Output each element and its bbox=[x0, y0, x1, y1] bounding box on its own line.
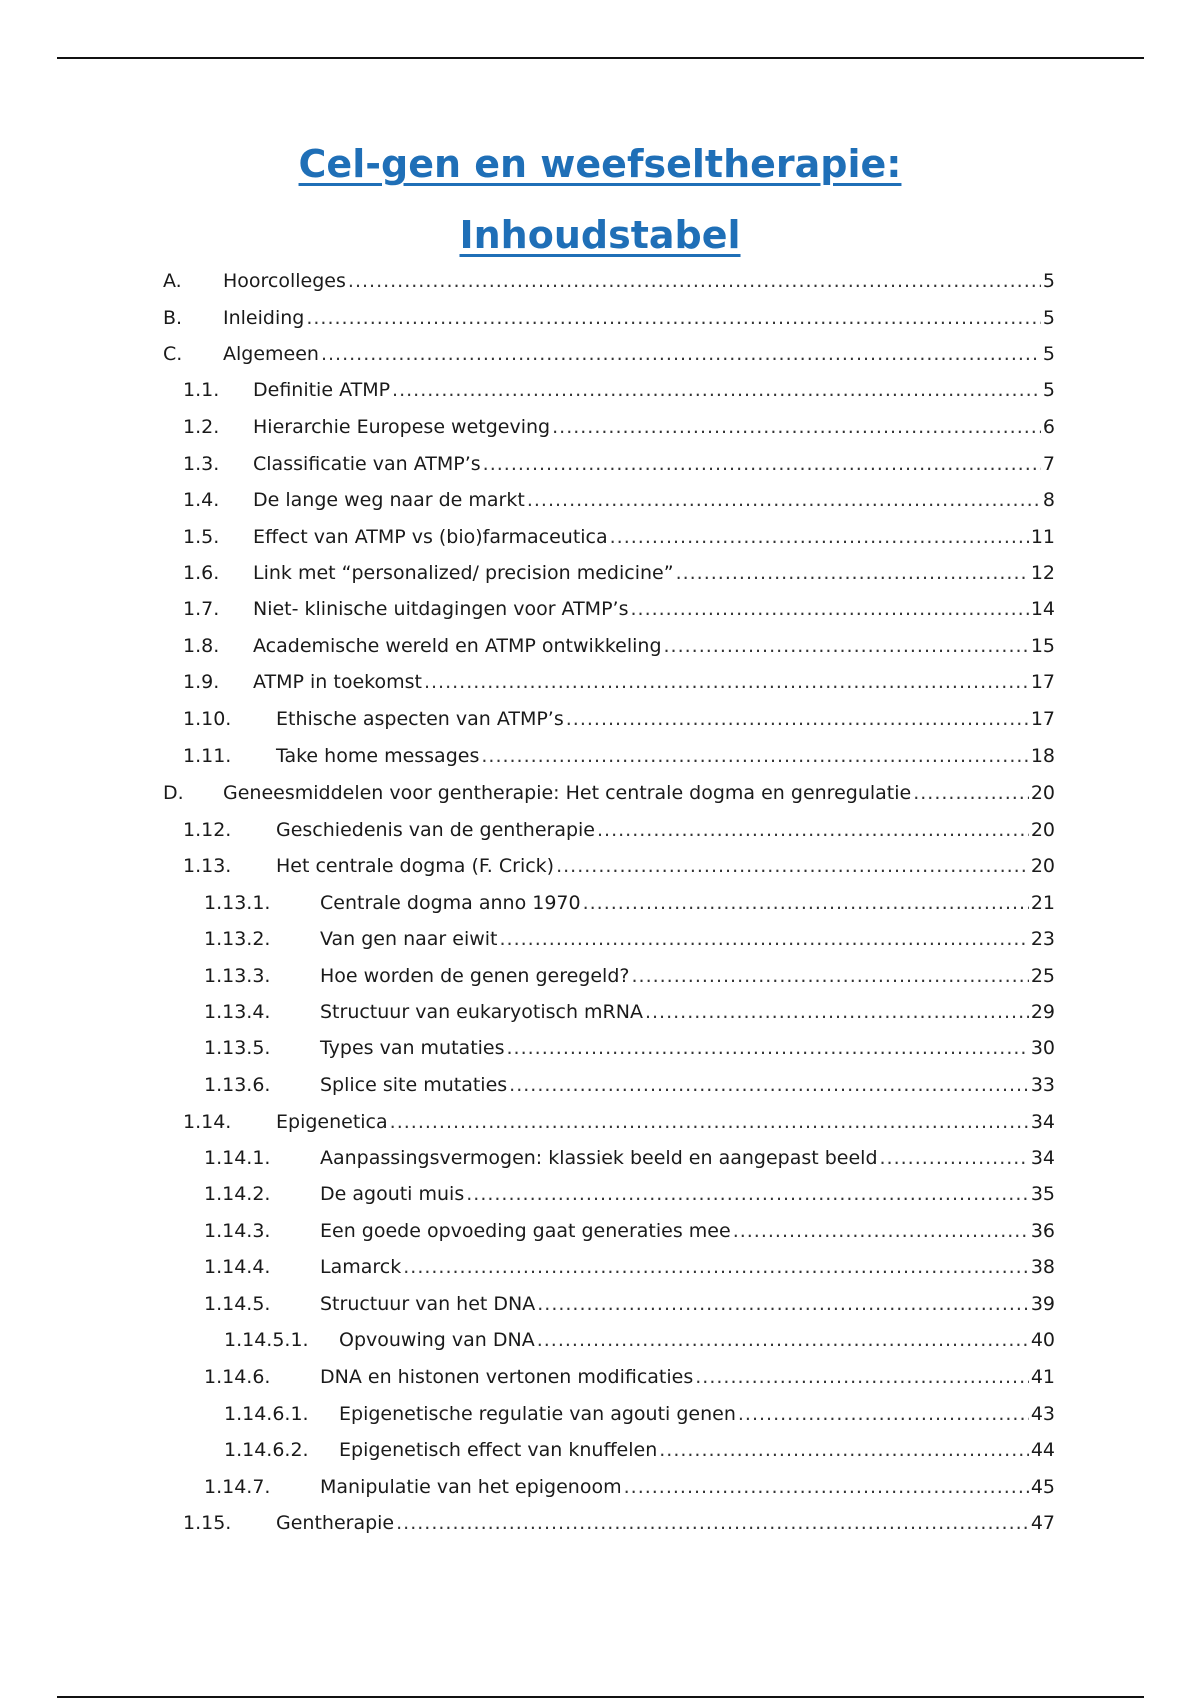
toc-entry-number: 1.8. bbox=[183, 635, 220, 657]
document-subtitle: Inhoudstabel bbox=[459, 213, 741, 257]
toc-leader-dots bbox=[610, 524, 1029, 550]
toc-entry[interactable] bbox=[163, 305, 1055, 331]
toc-entry[interactable] bbox=[183, 487, 1055, 513]
toc-leader-dots bbox=[631, 963, 1028, 989]
toc-entry[interactable] bbox=[183, 451, 1055, 477]
toc-entry-label: Een goede opvoeding gaat generaties mee bbox=[320, 1220, 731, 1242]
toc-leader-dots bbox=[537, 1327, 1029, 1353]
toc-entry-number: 1.14.6. bbox=[204, 1366, 271, 1388]
toc-entry-page: 29 bbox=[1030, 1001, 1055, 1023]
toc-leader-dots bbox=[500, 926, 1029, 952]
toc-entry-page: 8 bbox=[1042, 489, 1055, 511]
toc-entry[interactable] bbox=[224, 1327, 1055, 1353]
toc-entry[interactable] bbox=[183, 596, 1055, 622]
toc-entry-page: 6 bbox=[1042, 416, 1055, 438]
toc-entry-label: Academische wereld en ATMP ontwikkeling bbox=[253, 635, 662, 657]
toc-entry-number: 1.13.2. bbox=[204, 928, 271, 950]
toc-entry-label: Gentherapie bbox=[276, 1512, 395, 1534]
toc-entry-label: Hoe worden de genen geregeld? bbox=[320, 965, 630, 987]
toc-entry-number: B. bbox=[163, 307, 183, 329]
toc-leader-dots bbox=[396, 1510, 1029, 1536]
toc-entry[interactable] bbox=[163, 341, 1055, 367]
toc-entry-number: 1.2. bbox=[183, 416, 220, 438]
toc-entry-page: 11 bbox=[1030, 526, 1055, 548]
toc-leader-dots bbox=[481, 743, 1028, 769]
toc-entry-number: 1.12. bbox=[183, 819, 232, 841]
toc-entry-label: Structuur van eukaryotisch mRNA bbox=[320, 1001, 643, 1023]
toc-entry-page: 35 bbox=[1030, 1183, 1055, 1205]
toc-entry-number: 1.10. bbox=[183, 708, 232, 730]
toc-entry-label: Take home messages bbox=[276, 745, 480, 767]
toc-leader-dots bbox=[537, 1291, 1029, 1317]
toc-entry-label: De lange weg naar de markt bbox=[253, 489, 525, 511]
toc-entry[interactable] bbox=[204, 999, 1055, 1025]
toc-entry-label: Ethische aspecten van ATMP’s bbox=[276, 708, 564, 730]
toc-leader-dots bbox=[392, 377, 1041, 403]
toc-entry-label: DNA en histonen vertonen modificaties bbox=[320, 1366, 694, 1388]
toc-entry[interactable] bbox=[204, 1072, 1055, 1098]
toc-leader-dots bbox=[880, 1145, 1029, 1171]
toc-entry-number: C. bbox=[163, 343, 183, 365]
toc-entry-label: Effect van ATMP vs (bio)farmaceutica bbox=[253, 526, 608, 548]
toc-entry[interactable] bbox=[183, 817, 1055, 843]
toc-entry-page: 20 bbox=[1030, 819, 1055, 841]
toc-entry-page: 43 bbox=[1030, 1403, 1055, 1425]
toc-entry-number: 1.6. bbox=[183, 562, 220, 584]
toc-entry-label: Opvouwing van DNA bbox=[339, 1329, 535, 1351]
toc-entry[interactable] bbox=[183, 414, 1055, 440]
toc-entry-label: Aanpassingsvermogen: klassiek beeld en aangepast beeld bbox=[320, 1147, 878, 1169]
toc-entry-page: 7 bbox=[1042, 453, 1055, 475]
toc-leader-dots bbox=[556, 853, 1029, 879]
toc-entry-label: Lamarck bbox=[320, 1256, 402, 1278]
toc-entry-page: 5 bbox=[1042, 343, 1055, 365]
toc-entry-number: 1.13.1. bbox=[204, 892, 271, 914]
toc-entry[interactable] bbox=[204, 1218, 1055, 1244]
toc-entry-page: 40 bbox=[1030, 1329, 1055, 1351]
toc-entry-label: Types van mutaties bbox=[320, 1037, 505, 1059]
toc-entry[interactable] bbox=[183, 560, 1055, 586]
toc-entry-number: A. bbox=[163, 270, 182, 292]
toc-entry-number: 1.14.6.2. bbox=[224, 1439, 309, 1461]
toc-leader-dots bbox=[321, 341, 1041, 367]
toc-entry-number: 1.15. bbox=[183, 1512, 232, 1534]
toc-entry-number: D. bbox=[163, 782, 184, 804]
toc-entry[interactable] bbox=[183, 1109, 1055, 1135]
toc-leader-dots bbox=[659, 1437, 1029, 1463]
toc-entry-page: 14 bbox=[1030, 598, 1055, 620]
toc-entry-label: Definitie ATMP bbox=[253, 379, 391, 401]
toc-entry-number: 1.13.4. bbox=[204, 1001, 271, 1023]
toc-entry-number: 1.5. bbox=[183, 526, 220, 548]
toc-entry-label: Hierarchie Europese wetgeving bbox=[253, 416, 551, 438]
toc-entry-label: Het centrale dogma (F. Crick) bbox=[276, 855, 555, 877]
toc-entry-number: 1.1. bbox=[183, 379, 220, 401]
toc-entry[interactable] bbox=[204, 890, 1055, 916]
toc-entry-page: 39 bbox=[1030, 1293, 1055, 1315]
toc-entry-label: Manipulatie van het epigenoom bbox=[320, 1476, 622, 1498]
toc-entry-page: 18 bbox=[1030, 745, 1055, 767]
toc-entry[interactable] bbox=[204, 1035, 1055, 1061]
toc-entry[interactable] bbox=[183, 524, 1055, 550]
toc-leader-dots bbox=[676, 560, 1029, 586]
toc-entry-page: 23 bbox=[1030, 928, 1055, 950]
toc-leader-dots bbox=[645, 999, 1029, 1025]
toc-entry-page: 17 bbox=[1030, 671, 1055, 693]
toc-entry-page: 17 bbox=[1030, 708, 1055, 730]
toc-entry[interactable] bbox=[163, 268, 1055, 294]
toc-entry-page: 41 bbox=[1030, 1366, 1055, 1388]
toc-entry-label: Niet- klinische uitdagingen voor ATMP’s bbox=[253, 598, 629, 620]
toc-leader-dots bbox=[483, 451, 1041, 477]
toc-entry-page: 34 bbox=[1030, 1147, 1055, 1169]
toc-entry[interactable] bbox=[224, 1437, 1055, 1463]
toc-leader-dots bbox=[507, 1035, 1029, 1061]
toc-entry[interactable] bbox=[204, 1291, 1055, 1317]
toc-entry-number: 1.13.6. bbox=[204, 1074, 271, 1096]
toc-entry-number: 1.14.5.1. bbox=[224, 1329, 309, 1351]
toc-entry-page: 30 bbox=[1030, 1037, 1055, 1059]
toc-entry[interactable] bbox=[204, 926, 1055, 952]
toc-entry[interactable] bbox=[204, 1474, 1055, 1500]
toc-entry-label: De agouti muis bbox=[320, 1183, 465, 1205]
toc-entry-label: Epigenetisch effect van knuffelen bbox=[339, 1439, 658, 1461]
toc-entry-page: 25 bbox=[1030, 965, 1055, 987]
toc-leader-dots bbox=[624, 1474, 1029, 1500]
toc-entry-page: 45 bbox=[1030, 1476, 1055, 1498]
toc-leader-dots bbox=[466, 1181, 1029, 1207]
toc-entry-number: 1.14.4. bbox=[204, 1256, 271, 1278]
toc-entry[interactable] bbox=[183, 669, 1055, 695]
toc-entry[interactable] bbox=[183, 743, 1055, 769]
toc-entry-number: 1.13.5. bbox=[204, 1037, 271, 1059]
toc-entry-label: Van gen naar eiwit bbox=[320, 928, 498, 950]
toc-entry-page: 36 bbox=[1030, 1220, 1055, 1242]
toc-entry-page: 44 bbox=[1030, 1439, 1055, 1461]
toc-entry-page: 47 bbox=[1030, 1512, 1055, 1534]
toc-entry[interactable] bbox=[204, 1181, 1055, 1207]
toc-entry-number: 1.14.1. bbox=[204, 1147, 271, 1169]
toc-leader-dots bbox=[597, 817, 1029, 843]
toc-entry-page: 5 bbox=[1042, 307, 1055, 329]
toc-entry-label: Geneesmiddelen voor gentherapie: Het centrale dogma en genregulatie bbox=[223, 782, 912, 804]
toc-leader-dots bbox=[424, 669, 1029, 695]
toc-entry-number: 1.13. bbox=[183, 855, 232, 877]
document-title: Cel-gen en weefseltherapie: bbox=[298, 142, 902, 186]
toc-leader-dots bbox=[738, 1401, 1029, 1427]
toc-entry-page: 5 bbox=[1042, 379, 1055, 401]
toc-entry-number: 1.13.3. bbox=[204, 965, 271, 987]
toc-entry-number: 1.11. bbox=[183, 745, 232, 767]
toc-entry-page: 20 bbox=[1030, 782, 1055, 804]
toc-entry-number: 1.9. bbox=[183, 671, 220, 693]
toc-entry-page: 33 bbox=[1030, 1074, 1055, 1096]
toc-leader-dots bbox=[527, 487, 1041, 513]
toc-entry[interactable] bbox=[204, 963, 1055, 989]
toc-entry[interactable] bbox=[183, 633, 1055, 659]
toc-entry-number: 1.14.3. bbox=[204, 1220, 271, 1242]
toc-leader-dots bbox=[630, 596, 1028, 622]
toc-entry-page: 15 bbox=[1030, 635, 1055, 657]
toc-entry-label: ATMP in toekomst bbox=[253, 671, 422, 693]
header-rule bbox=[57, 57, 1144, 59]
toc-entry-page: 21 bbox=[1030, 892, 1055, 914]
toc-entry-label: Structuur van het DNA bbox=[320, 1293, 536, 1315]
toc-leader-dots bbox=[390, 1109, 1029, 1135]
toc-leader-dots bbox=[306, 305, 1041, 331]
toc-entry[interactable] bbox=[183, 706, 1055, 732]
toc-entry[interactable] bbox=[183, 377, 1055, 403]
toc-entry-label: Centrale dogma anno 1970 bbox=[320, 892, 581, 914]
toc-entry-number: 1.14.2. bbox=[204, 1183, 271, 1205]
toc-leader-dots bbox=[403, 1254, 1029, 1280]
toc-entry-label: Inleiding bbox=[223, 307, 305, 329]
toc-leader-dots bbox=[348, 268, 1041, 294]
toc-entry-number: 1.4. bbox=[183, 489, 220, 511]
toc-leader-dots bbox=[913, 780, 1029, 806]
toc-entry-label: Epigenetica bbox=[276, 1111, 388, 1133]
toc-entry-number: 1.14.6.1. bbox=[224, 1403, 309, 1425]
toc-entry-number: 1.7. bbox=[183, 598, 220, 620]
toc-entry-page: 34 bbox=[1030, 1111, 1055, 1133]
toc-entry[interactable] bbox=[204, 1254, 1055, 1280]
toc-entry-label: Splice site mutaties bbox=[320, 1074, 508, 1096]
toc-entry-label: Algemeen bbox=[223, 343, 319, 365]
toc-entry-number: 1.14.7. bbox=[204, 1476, 271, 1498]
toc-entry[interactable] bbox=[224, 1401, 1055, 1427]
toc-entry[interactable] bbox=[183, 853, 1055, 879]
toc-leader-dots bbox=[552, 414, 1041, 440]
toc-entry-page: 12 bbox=[1030, 562, 1055, 584]
footer-rule bbox=[57, 1696, 1144, 1698]
toc-entry-label: Hoorcolleges bbox=[223, 270, 346, 292]
toc-entry[interactable] bbox=[204, 1364, 1055, 1390]
toc-entry-label: Classificatie van ATMP’s bbox=[253, 453, 481, 475]
toc-entry-page: 5 bbox=[1042, 270, 1055, 292]
toc-entry-number: 1.14.5. bbox=[204, 1293, 271, 1315]
toc-entry-label: Geschiedenis van de gentherapie bbox=[276, 819, 595, 841]
toc-entry-label: Link met “personalized/ precision medicine” bbox=[253, 562, 674, 584]
toc-entry-page: 20 bbox=[1030, 855, 1055, 877]
toc-entry[interactable] bbox=[163, 780, 1055, 806]
toc-leader-dots bbox=[583, 890, 1029, 916]
toc-leader-dots bbox=[664, 633, 1029, 659]
toc-entry[interactable] bbox=[204, 1145, 1055, 1171]
toc-leader-dots bbox=[566, 706, 1029, 732]
toc-entry-label: Epigenetische regulatie van agouti genen bbox=[339, 1403, 736, 1425]
toc-entry[interactable] bbox=[183, 1510, 1055, 1536]
toc-entry-page: 38 bbox=[1030, 1256, 1055, 1278]
toc-leader-dots bbox=[695, 1364, 1029, 1390]
toc-leader-dots bbox=[509, 1072, 1029, 1098]
toc-leader-dots bbox=[733, 1218, 1029, 1244]
toc-entry-number: 1.14. bbox=[183, 1111, 232, 1133]
toc-entry-number: 1.3. bbox=[183, 453, 220, 475]
